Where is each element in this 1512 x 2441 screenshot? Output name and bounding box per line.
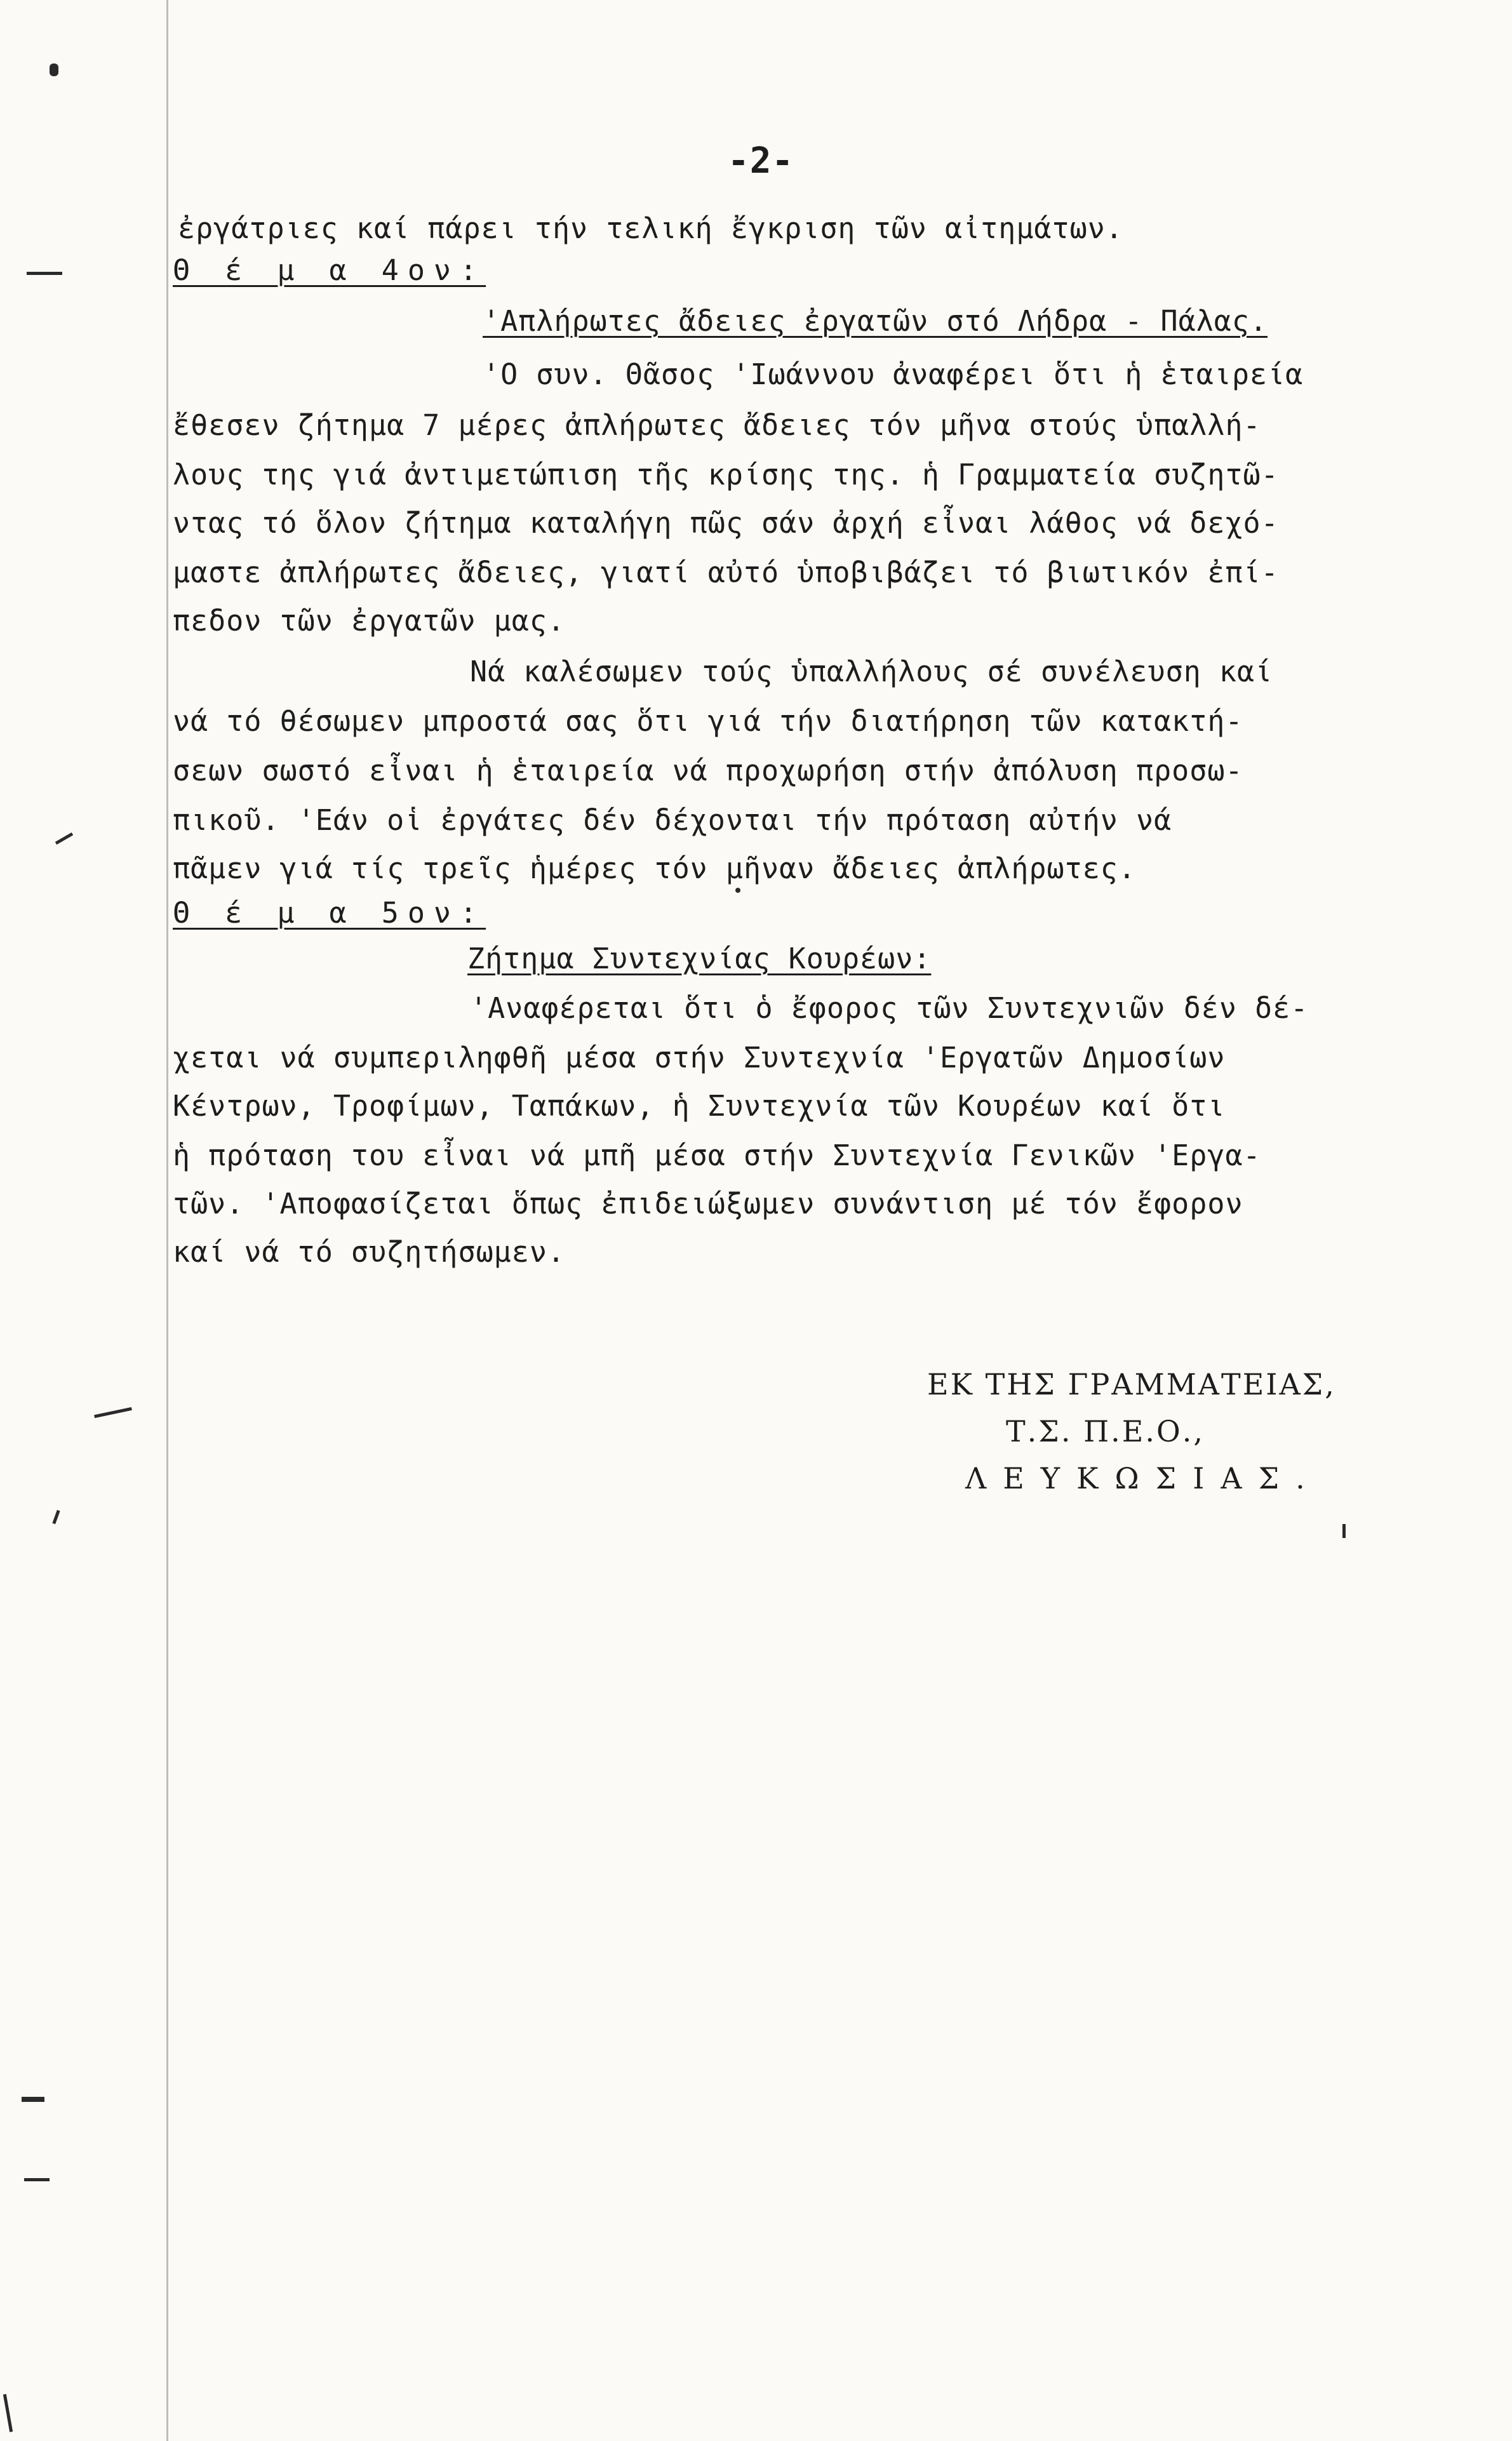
margin-mark — [1342, 1524, 1346, 1538]
margin-mark — [22, 2097, 44, 2102]
body-line: χεται νά συμπεριληφθῆ μέσα στήν Συντεχνία 'Εργατῶν Δημοσίων — [173, 1041, 1226, 1074]
body-line: 'Ο συν. Θᾶσος 'Ιωάννου ἀναφέρει ὅτι ἡ ἑταιρεία — [483, 358, 1304, 391]
margin-mark — [94, 1407, 132, 1418]
body-line: πικοῦ. 'Εάν οἱ ἐργάτες δέν δέχονται τήν πρόταση αὐτήν νά — [173, 803, 1172, 837]
body-line: τῶν. 'Αποφασίζεται ὅπως ἐπιδειώξωμεν συνάντιση μέ τόν ἔφορον — [173, 1187, 1243, 1220]
margin-mark — [50, 64, 58, 76]
body-line: πεδον τῶν ἐργατῶν μας. — [173, 604, 566, 638]
section-title-4: 'Απλήρωτες ἄδειες ἐργατῶν στό Λήδρα - Πάλας. — [483, 304, 1268, 338]
margin-mark — [52, 1510, 60, 1524]
margin-mark — [55, 833, 73, 845]
body-line: ἐργάτριες καί πάρει τήν τελική ἔγκριση τῶν αἰτημάτων. — [178, 211, 1123, 245]
signature-line-3: ΛΕΥΚΩΣΙΑΣ. — [965, 1461, 1321, 1495]
body-line: ντας τό ὅλον ζήτημα καταλήγη πῶς σάν ἀρχή εἶναι λάθος νά δεχό- — [173, 506, 1279, 540]
section-title-5: Ζήτημα Συντεχνίας Κουρέων: — [467, 942, 932, 975]
body-line: νά τό θέσωμεν μπροστά σας ὅτι γιά τήν διατήρηση τῶν κατακτή- — [173, 704, 1243, 738]
margin-mark — [735, 888, 740, 893]
body-line: ἔθεσεν ζήτημα 7 μέρες ἀπλήρωτες ἄδειες τόν μῆνα στούς ὑπαλλή- — [173, 408, 1261, 442]
margin-mark — [24, 2178, 50, 2181]
left-margin-rule — [166, 0, 168, 2441]
body-line: ἡ πρόταση του εἶναι νά μπῆ μέσα στήν Συντεχνία Γενικῶν 'Εργα- — [173, 1139, 1261, 1172]
signature-line-2: Τ.Σ. Π.Ε.Ο., — [1006, 1414, 1205, 1448]
body-line: 'Αναφέρεται ὅτι ὁ ἔφορος τῶν Συντεχνιῶν δέν δέ- — [470, 991, 1309, 1025]
page-number: -2- — [728, 140, 794, 182]
body-line: καί νά τό συζητήσωμεν. — [173, 1235, 566, 1269]
body-line: λους της γιά ἀντιμετώπιση τῆς κρίσης της. ἡ Γραμματεία συζητῶ- — [173, 458, 1279, 492]
section-heading-5: Θ έ μ α 5ον: — [173, 896, 486, 930]
signature-line-1: ΕΚ ΤΗΣ ΓΡΑΜΜΑΤΕΙΑΣ, — [927, 1367, 1336, 1401]
body-line: Νά καλέσωμεν τούς ὑπαλλήλους σέ συνέλευση καί — [470, 655, 1273, 688]
body-line: σεων σωστό εἶναι ἡ ἑταιρεία νά προχωρήση στήν ἀπόλυση προσω- — [173, 754, 1243, 787]
margin-mark — [3, 2394, 13, 2432]
body-line: πᾶμεν γιά τίς τρεῖς ἡμέρες τόν μῆναν ἄδειες ἀπλήρωτες. — [173, 852, 1136, 885]
body-line: Κέντρων, Τροφίμων, Ταπάκων, ἡ Συντεχνία τῶν Κουρέων καί ὅτι — [173, 1089, 1226, 1123]
section-heading-4: Θ έ μ α 4ον: — [173, 253, 486, 287]
body-line: μαστε ἀπλήρωτες ἄδειες, γιατί αὐτό ὑποβιβάζει τό βιωτικόν ἐπί- — [173, 556, 1279, 589]
margin-mark — [27, 272, 62, 275]
